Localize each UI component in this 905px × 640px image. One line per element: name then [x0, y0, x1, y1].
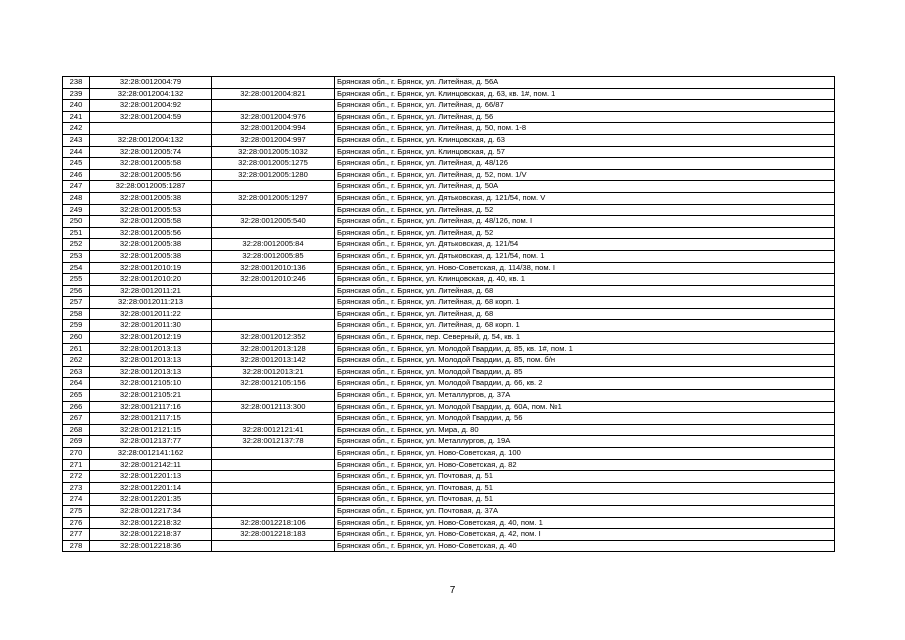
cadastral-number-cell: 32:28:0012005:56	[90, 227, 212, 239]
table-row	[63, 100, 835, 112]
row-number-cell: 245	[63, 158, 90, 170]
row-number-cell: 248	[63, 192, 90, 204]
address-cell: Брянская обл., г. Брянск, ул. Литейная, д. 56	[335, 111, 835, 123]
cadastral-number-cell: 32:28:0012005:58	[90, 158, 212, 170]
table-row	[63, 529, 835, 541]
parent-cadastral-number-cell: 32:28:0012013:142	[212, 355, 335, 367]
parent-cadastral-number-cell	[212, 482, 335, 494]
row-number-cell: 255	[63, 274, 90, 286]
table-row	[63, 540, 835, 552]
row-number-cell: 250	[63, 216, 90, 228]
table-row	[63, 134, 835, 146]
table-row	[63, 505, 835, 517]
address-cell: Брянская обл., г. Брянск, ул. Литейная, д. 68	[335, 308, 835, 320]
parent-cadastral-number-cell	[212, 297, 335, 309]
address-cell: Брянская обл., г. Брянск, ул. Клинцовская, д. 63	[335, 134, 835, 146]
address-cell: Брянская обл., г. Брянск, ул. Литейная, д. 50А	[335, 181, 835, 193]
parent-cadastral-number-cell: 32:28:0012005:84	[212, 239, 335, 251]
cadastral-number-cell: 32:28:0012005:56	[90, 169, 212, 181]
row-number-cell: 261	[63, 343, 90, 355]
address-cell: Брянская обл., г. Брянск, ул. Литейная, д. 56А	[335, 77, 835, 89]
parent-cadastral-number-cell	[212, 100, 335, 112]
parent-cadastral-number-cell	[212, 227, 335, 239]
parent-cadastral-number-cell: 32:28:0012113:300	[212, 401, 335, 413]
address-cell: Брянская обл., г. Брянск, ул. Молодой Гвардии, д. 85, пом. б/н	[335, 355, 835, 367]
parent-cadastral-number-cell: 32:28:0012004:997	[212, 134, 335, 146]
address-cell: Брянская обл., г. Брянск, ул. Литейная, д. 68	[335, 285, 835, 297]
row-number-cell: 242	[63, 123, 90, 135]
parent-cadastral-number-cell: 32:28:0012004:976	[212, 111, 335, 123]
row-number-cell: 246	[63, 169, 90, 181]
parent-cadastral-number-cell	[212, 320, 335, 332]
cadastral-number-cell: 32:28:0012005:38	[90, 192, 212, 204]
cadastral-number-cell: 32:28:0012141:162	[90, 448, 212, 460]
parent-cadastral-number-cell: 32:28:0012005:1280	[212, 169, 335, 181]
table-row	[63, 482, 835, 494]
address-cell: Брянская обл., г. Брянск, ул. Клинцовская, д. 63, кв. 1#, пом. 1	[335, 88, 835, 100]
row-number-cell: 269	[63, 436, 90, 448]
cadastral-number-cell: 32:28:0012005:1287	[90, 181, 212, 193]
table-row	[63, 494, 835, 506]
parent-cadastral-number-cell	[212, 471, 335, 483]
table-row	[63, 471, 835, 483]
parent-cadastral-number-cell: 32:28:0012004:821	[212, 88, 335, 100]
address-cell: Брянская обл., г. Брянск, ул. Клинцовская, д. 40, кв. 1	[335, 274, 835, 286]
row-number-cell: 264	[63, 378, 90, 390]
row-number-cell: 258	[63, 308, 90, 320]
address-cell: Брянская обл., г. Брянск, ул. Почтовая, д. 51	[335, 471, 835, 483]
cadastral-number-cell: 32:28:0012004:92	[90, 100, 212, 112]
address-cell: Брянская обл., г. Брянск, ул. Молодой Гвардии, д. 56	[335, 413, 835, 425]
table-row	[63, 77, 835, 89]
cadastral-number-cell: 32:28:0012011:22	[90, 308, 212, 320]
cadastral-number-cell: 32:28:0012005:38	[90, 250, 212, 262]
parent-cadastral-number-cell: 32:28:0012010:136	[212, 262, 335, 274]
address-cell: Брянская обл., г. Брянск, пер. Северный, д. 54, кв. 1	[335, 332, 835, 344]
parent-cadastral-number-cell: 32:28:0012012:352	[212, 332, 335, 344]
address-cell: Брянская обл., г. Брянск, ул. Ново-Советская, д. 100	[335, 448, 835, 460]
address-cell: Брянская обл., г. Брянск, ул. Почтовая, д. 51	[335, 482, 835, 494]
parent-cadastral-number-cell	[212, 505, 335, 517]
cadastral-number-cell: 32:28:0012010:19	[90, 262, 212, 274]
row-number-cell: 247	[63, 181, 90, 193]
row-number-cell: 266	[63, 401, 90, 413]
parent-cadastral-number-cell: 32:28:0012010:246	[212, 274, 335, 286]
parent-cadastral-number-cell: 32:28:0012005:1275	[212, 158, 335, 170]
table-row	[63, 88, 835, 100]
row-number-cell: 256	[63, 285, 90, 297]
address-cell: Брянская обл., г. Брянск, ул. Ново-Советская, д. 42, пом. I	[335, 529, 835, 541]
parent-cadastral-number-cell: 32:28:0012121:41	[212, 424, 335, 436]
table-row	[63, 343, 835, 355]
cadastral-number-cell: 32:28:0012201:13	[90, 471, 212, 483]
parent-cadastral-number-cell: 32:28:0012137:78	[212, 436, 335, 448]
address-cell: Брянская обл., г. Брянск, ул. Литейная, д. 52, пом. 1/V	[335, 169, 835, 181]
cadastral-number-cell: 32:28:0012004:79	[90, 77, 212, 89]
table-row	[63, 297, 835, 309]
address-cell: Брянская обл., г. Брянск, ул. Почтовая, д. 37А	[335, 505, 835, 517]
cadastral-number-cell: 32:28:0012121:15	[90, 424, 212, 436]
parent-cadastral-number-cell: 32:28:0012013:21	[212, 366, 335, 378]
row-number-cell: 259	[63, 320, 90, 332]
row-number-cell: 238	[63, 77, 90, 89]
address-cell: Брянская обл., г. Брянск, ул. Клинцовская, д. 57	[335, 146, 835, 158]
parent-cadastral-number-cell	[212, 77, 335, 89]
address-cell: Брянская обл., г. Брянск, ул. Металлургов, д. 19А	[335, 436, 835, 448]
table-row	[63, 216, 835, 228]
address-cell: Брянская обл., г. Брянск, ул. Молодой Гвардии, д. 66, кв. 2	[335, 378, 835, 390]
parent-cadastral-number-cell	[212, 285, 335, 297]
row-number-cell: 243	[63, 134, 90, 146]
parent-cadastral-number-cell	[212, 181, 335, 193]
cadastral-number-cell: 32:28:0012218:37	[90, 529, 212, 541]
row-number-cell: 271	[63, 459, 90, 471]
table-row	[63, 517, 835, 529]
parent-cadastral-number-cell: 32:28:0012013:128	[212, 343, 335, 355]
cadastral-number-cell: 32:28:0012011:30	[90, 320, 212, 332]
table-row	[63, 320, 835, 332]
cadastral-number-cell: 32:28:0012218:32	[90, 517, 212, 529]
table-row	[63, 146, 835, 158]
row-number-cell: 278	[63, 540, 90, 552]
cadastral-number-cell: 32:28:0012218:36	[90, 540, 212, 552]
cadastral-number-cell: 32:28:0012142:11	[90, 459, 212, 471]
table-row	[63, 123, 835, 135]
parent-cadastral-number-cell	[212, 413, 335, 425]
table-row	[63, 436, 835, 448]
table-row	[63, 227, 835, 239]
parent-cadastral-number-cell	[212, 448, 335, 460]
address-cell: Брянская обл., г. Брянск, ул. Дятьковская, д. 121/54	[335, 239, 835, 251]
table-body	[63, 77, 835, 552]
cadastral-number-cell: 32:28:0012005:38	[90, 239, 212, 251]
row-number-cell: 254	[63, 262, 90, 274]
address-cell: Брянская обл., г. Брянск, ул. Ново-Советская, д. 82	[335, 459, 835, 471]
row-number-cell: 244	[63, 146, 90, 158]
address-cell: Брянская обл., г. Брянск, ул. Молодой Гвардии, д. 85, кв. 1#, пом. 1	[335, 343, 835, 355]
cadastral-number-cell: 32:28:0012117:15	[90, 413, 212, 425]
row-number-cell: 253	[63, 250, 90, 262]
address-cell: Брянская обл., г. Брянск, ул. Ново-Советская, д. 114/38, пом. I	[335, 262, 835, 274]
cadastral-number-cell: 32:28:0012005:58	[90, 216, 212, 228]
table-row	[63, 274, 835, 286]
parent-cadastral-number-cell	[212, 204, 335, 216]
row-number-cell: 275	[63, 505, 90, 517]
cadastral-number-cell: 32:28:0012201:14	[90, 482, 212, 494]
address-cell: Брянская обл., г. Брянск, ул. Литейная, д. 66/87	[335, 100, 835, 112]
table-row	[63, 401, 835, 413]
table-row	[63, 158, 835, 170]
parent-cadastral-number-cell	[212, 494, 335, 506]
row-number-cell: 249	[63, 204, 90, 216]
cadastral-number-cell: 32:28:0012013:13	[90, 343, 212, 355]
row-number-cell: 277	[63, 529, 90, 541]
address-cell: Брянская обл., г. Брянск, ул. Литейная, д. 68 корп. 1	[335, 320, 835, 332]
row-number-cell: 272	[63, 471, 90, 483]
row-number-cell: 263	[63, 366, 90, 378]
address-cell: Брянская обл., г. Брянск, ул. Литейная, д. 48/126, пом. I	[335, 216, 835, 228]
table-row	[63, 204, 835, 216]
cadastral-number-cell: 32:28:0012010:20	[90, 274, 212, 286]
table-row	[63, 111, 835, 123]
parent-cadastral-number-cell: 32:28:0012005:540	[212, 216, 335, 228]
row-number-cell: 274	[63, 494, 90, 506]
address-cell: Брянская обл., г. Брянск, ул. Мира, д. 80	[335, 424, 835, 436]
address-cell: Брянская обл., г. Брянск, ул. Литейная, д. 48/126	[335, 158, 835, 170]
parent-cadastral-number-cell	[212, 540, 335, 552]
table-row	[63, 448, 835, 460]
table-row	[63, 181, 835, 193]
cadastral-number-cell: 32:28:0012117:16	[90, 401, 212, 413]
table-row	[63, 424, 835, 436]
address-cell: Брянская обл., г. Брянск, ул. Дятьковская, д. 121/54, пом. V	[335, 192, 835, 204]
cadastral-number-cell	[90, 123, 212, 135]
row-number-cell: 257	[63, 297, 90, 309]
cadastral-number-cell: 32:28:0012005:53	[90, 204, 212, 216]
address-cell: Брянская обл., г. Брянск, ул. Дятьковская, д. 121/54, пом. 1	[335, 250, 835, 262]
address-cell: Брянская обл., г. Брянск, ул. Литейная, д. 50, пом. 1-8	[335, 123, 835, 135]
cadastral-number-cell: 32:28:0012004:132	[90, 134, 212, 146]
table-row	[63, 239, 835, 251]
table-row	[63, 459, 835, 471]
cadastral-number-cell: 32:28:0012011:213	[90, 297, 212, 309]
cadastral-number-cell: 32:28:0012004:132	[90, 88, 212, 100]
address-cell: Брянская обл., г. Брянск, ул. Почтовая, д. 51	[335, 494, 835, 506]
cadastral-number-cell: 32:28:0012105:21	[90, 390, 212, 402]
parent-cadastral-number-cell: 32:28:0012004:994	[212, 123, 335, 135]
cadastral-number-cell: 32:28:0012012:19	[90, 332, 212, 344]
row-number-cell: 268	[63, 424, 90, 436]
table-row	[63, 250, 835, 262]
parent-cadastral-number-cell	[212, 459, 335, 471]
row-number-cell: 273	[63, 482, 90, 494]
address-cell: Брянская обл., г. Брянск, ул. Ново-Советская, д. 40	[335, 540, 835, 552]
parent-cadastral-number-cell: 32:28:0012105:156	[212, 378, 335, 390]
address-cell: Брянская обл., г. Брянск, ул. Молодой Гвардии, д. 60А, пом. №1	[335, 401, 835, 413]
table-row	[63, 378, 835, 390]
row-number-cell: 252	[63, 239, 90, 251]
address-cell: Брянская обл., г. Брянск, ул. Металлургов, д. 37А	[335, 390, 835, 402]
row-number-cell: 239	[63, 88, 90, 100]
parent-cadastral-number-cell	[212, 390, 335, 402]
row-number-cell: 265	[63, 390, 90, 402]
cadastral-number-cell: 32:28:0012105:10	[90, 378, 212, 390]
cadastral-number-cell: 32:28:0012137:77	[90, 436, 212, 448]
page-number: 7	[449, 585, 456, 596]
parent-cadastral-number-cell: 32:28:0012005:85	[212, 250, 335, 262]
row-number-cell: 267	[63, 413, 90, 425]
table-row	[63, 192, 835, 204]
table-row	[63, 390, 835, 402]
table-row	[63, 332, 835, 344]
table-row	[63, 366, 835, 378]
row-number-cell: 276	[63, 517, 90, 529]
cadastral-number-cell: 32:28:0012013:13	[90, 366, 212, 378]
cadastral-number-cell: 32:28:0012005:74	[90, 146, 212, 158]
parent-cadastral-number-cell	[212, 308, 335, 320]
table-row	[63, 285, 835, 297]
table-row	[63, 413, 835, 425]
cadastral-table	[62, 76, 835, 552]
address-cell: Брянская обл., г. Брянск, ул. Ново-Советская, д. 40, пом. 1	[335, 517, 835, 529]
table-row	[63, 262, 835, 274]
address-cell: Брянская обл., г. Брянск, ул. Литейная, д. 52	[335, 204, 835, 216]
parent-cadastral-number-cell: 32:28:0012005:1297	[212, 192, 335, 204]
table-row	[63, 355, 835, 367]
address-cell: Брянская обл., г. Брянск, ул. Литейная, д. 68 корп. 1	[335, 297, 835, 309]
cadastral-number-cell: 32:28:0012004:59	[90, 111, 212, 123]
parent-cadastral-number-cell: 32:28:0012218:106	[212, 517, 335, 529]
row-number-cell: 270	[63, 448, 90, 460]
row-number-cell: 262	[63, 355, 90, 367]
cadastral-number-cell: 32:28:0012217:34	[90, 505, 212, 517]
cadastral-number-cell: 32:28:0012011:21	[90, 285, 212, 297]
address-cell: Брянская обл., г. Брянск, ул. Литейная, д. 52	[335, 227, 835, 239]
row-number-cell: 240	[63, 100, 90, 112]
cadastral-number-cell: 32:28:0012201:35	[90, 494, 212, 506]
table-row	[63, 169, 835, 181]
row-number-cell: 241	[63, 111, 90, 123]
parent-cadastral-number-cell: 32:28:0012218:183	[212, 529, 335, 541]
cadastral-number-cell: 32:28:0012013:13	[90, 355, 212, 367]
row-number-cell: 260	[63, 332, 90, 344]
parent-cadastral-number-cell: 32:28:0012005:1032	[212, 146, 335, 158]
table-row	[63, 308, 835, 320]
address-cell: Брянская обл., г. Брянск, ул. Молодой Гвардии, д. 85	[335, 366, 835, 378]
row-number-cell: 251	[63, 227, 90, 239]
